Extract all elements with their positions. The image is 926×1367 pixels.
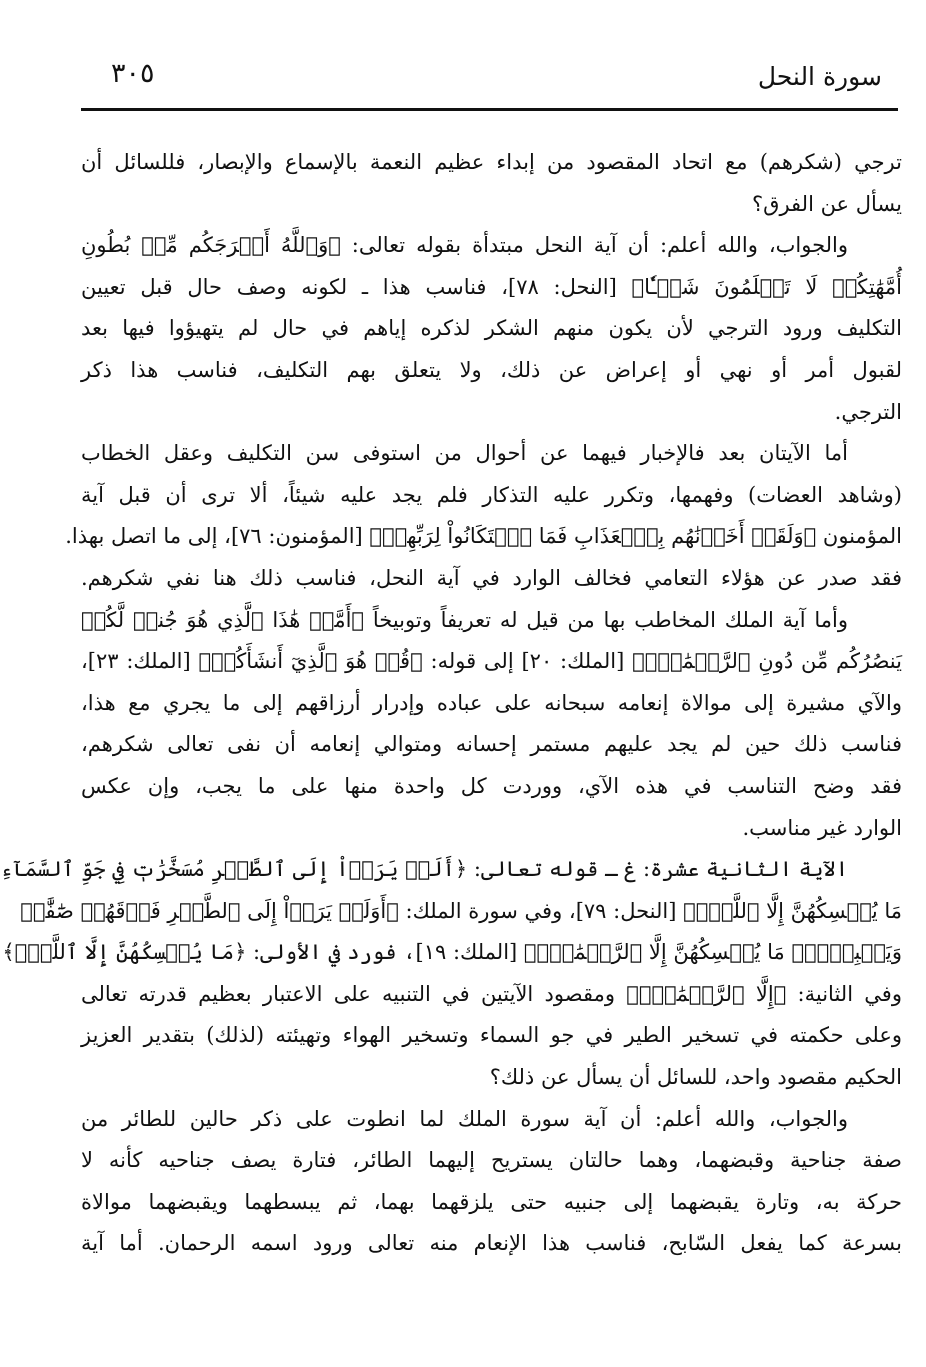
text-line: يسأل عن الفرق؟: [752, 191, 902, 216]
text-line: فقد وضح التناسب في هذه الآي، ووردت كل واحدة منها على ما يجب، وإن عكس: [81, 773, 902, 798]
text-line: وعلى حكمته في تسخير الطير في جو السماء وتسخير الهواء وتهيئته (لذلك) بتقدير العزيز: [81, 1023, 902, 1048]
text-line: وَيَقۡبِضۡنَۚ مَا يُمۡسِكُهُنَّ إِلَّا ٱلرَّحۡمَٰنُۚ﴾ [الملك: ١٩]، فورد في الأولى: ﴿مَا يُمۡسِكُهُنَّ إِلَّا ٱللَّهُۚ﴾: [2, 940, 902, 965]
page-header: [81, 54, 898, 110]
text-line: والجواب، والله أعلم: أن آية النحل مبتدأة بقوله تعالى: ﴿وَٱللَّهُ أَخۡرَجَكُم مِّنۢ بُطُونِ: [81, 233, 848, 258]
text-line: المؤمنون ﴿وَلَقَدۡ أَخَذۡنَٰهُم بِٱلۡعَذَابِ فَمَا ٱسۡتَكَانُواْ لِرَبِّهِمۡ﴾ [المؤمنون: ٧٦]، إلى ما اتصل بهذا.: [65, 524, 902, 549]
text-line: ترجي (شكرهم) مع اتحاد المقصود من إبداء عظيم النعمة بالإسماع والإبصار، فللسائل أن: [81, 150, 902, 174]
text-line: وأما آية الملك المخاطب بها من قيل له تعريفاً وتوبيخاً ﴿أَمَّنۡ هَٰذَا ٱلَّذِي هُوَ جُندٞ لَّكُمۡ: [81, 607, 848, 632]
text-line: الوارد غير مناسب.: [742, 815, 902, 840]
surah-title: سورة النحل: [757, 62, 882, 91]
page-number: ٣٠٥: [111, 58, 155, 89]
text-line: والآي مشيرة إلى موالاة إنعامه سبحانه على عباده وإدرار أرزاقهم إلى ما يجري مع هذا،: [81, 690, 902, 715]
text-line: (وشاهد العضات) وفهمها، وتكرر عليه التذكار فلم يجد عليه شيئاً، ألا ترى أن قبل آية: [81, 482, 902, 507]
text-line: مَا يُمۡسِكُهُنَّ إِلَّا ٱللَّهُۚ﴾ [النحل: ٧٩]، وفي سورة الملك: ﴿أَوَلَمۡ يَرَوۡاْ إِلَى ٱلطَّيۡرِ فَوۡقَهُمۡ صَٰٓفَّٰتٖ: [20, 898, 902, 923]
text-line: لقبول أمر أو نهي أو إعراض عن ذلك، ولا يتعلق بهم التكليف، فناسب هذا ذكر: [81, 357, 902, 382]
text-line: صفة جناحية وقبضهما، وهما حالتان يستريح إليهما الطائر، فتارة يصف جناحيه كأنه لا: [81, 1148, 902, 1173]
text-line: الحكيم مقصود واحد، للسائل أن يسأل عن ذلك؟: [489, 1065, 902, 1090]
text-line: بسرعة كما يفعل السّابح، فناسب هذا الإنعام منه تعالى ورود اسمه الرحمان. أما آية: [81, 1231, 902, 1256]
text-line: فناسب ذلك حين لم يجد عليهم مستمر إحسانه ومتوالي إنعامه أن نفى تعالى شكرهم،: [81, 732, 902, 757]
text-line: الترجي.: [834, 399, 902, 424]
text-line: التكليف ورود الترجي لأن يكون منهم الشكر لذكره إياهم في حال لم يتهيؤوا فيها بعد: [81, 316, 902, 341]
body-text: [0, 142, 902, 1265]
text-line: فقد صدر عن هؤلاء التعامي فخالف الوارد في آية النحل، فناسب ذلك هنا نفي شكرهم.: [81, 565, 902, 590]
text-line: أُمَّهَٰتِكُمۡ لَا تَعۡلَمُونَ شَيۡـٔٗا﴾ [النحل: ٧٨]، فناسب هذا ـ لكونه وصف حال قبل تعيين: [81, 274, 902, 299]
text-line: وفي الثانية: ﴿إِلَّا ٱلرَّحۡمَٰنُۚ﴾ ومقصود الآيتين في التنبيه على الاعتبار بعظيم قدرته تعالى: [81, 981, 902, 1006]
text-line: حركة به، وتارة يقبضهما إلى جنبيه حتى يلزقهما بهما، ثم يبسطهما ويقبضهما موالاة: [81, 1189, 902, 1214]
text-line: الآية الثانية عشرة: غ ـ قوله تعالى: ﴿أَلَمۡ يَرَوۡاْ إِلَى ٱلطَّيۡرِ مُسَخَّرَٰتٖ فِي جَوِّ ٱلسَّمَآءِ: [0, 857, 848, 882]
text-line: والجواب، والله أعلم: أن آية سورة الملك لما انطوت على ذكر حالين للطائر من: [81, 1106, 848, 1131]
text-line: يَنصُرُكُم مِّن دُونِ ٱلرَّحۡمَٰنِۚ﴾ [الملك: ٢٠] إلى قوله: ﴿قُلۡ هُوَ ٱلَّذِيٓ أَنشَأَكُمۡ﴾ [الملك: ٢٣]،: [81, 649, 902, 674]
header-rule: [81, 108, 898, 111]
text-line: أما الآيتان بعد فالإخبار فيهما عن أحوال من استوفى سن التكليف وعقل الخطاب: [81, 441, 848, 466]
